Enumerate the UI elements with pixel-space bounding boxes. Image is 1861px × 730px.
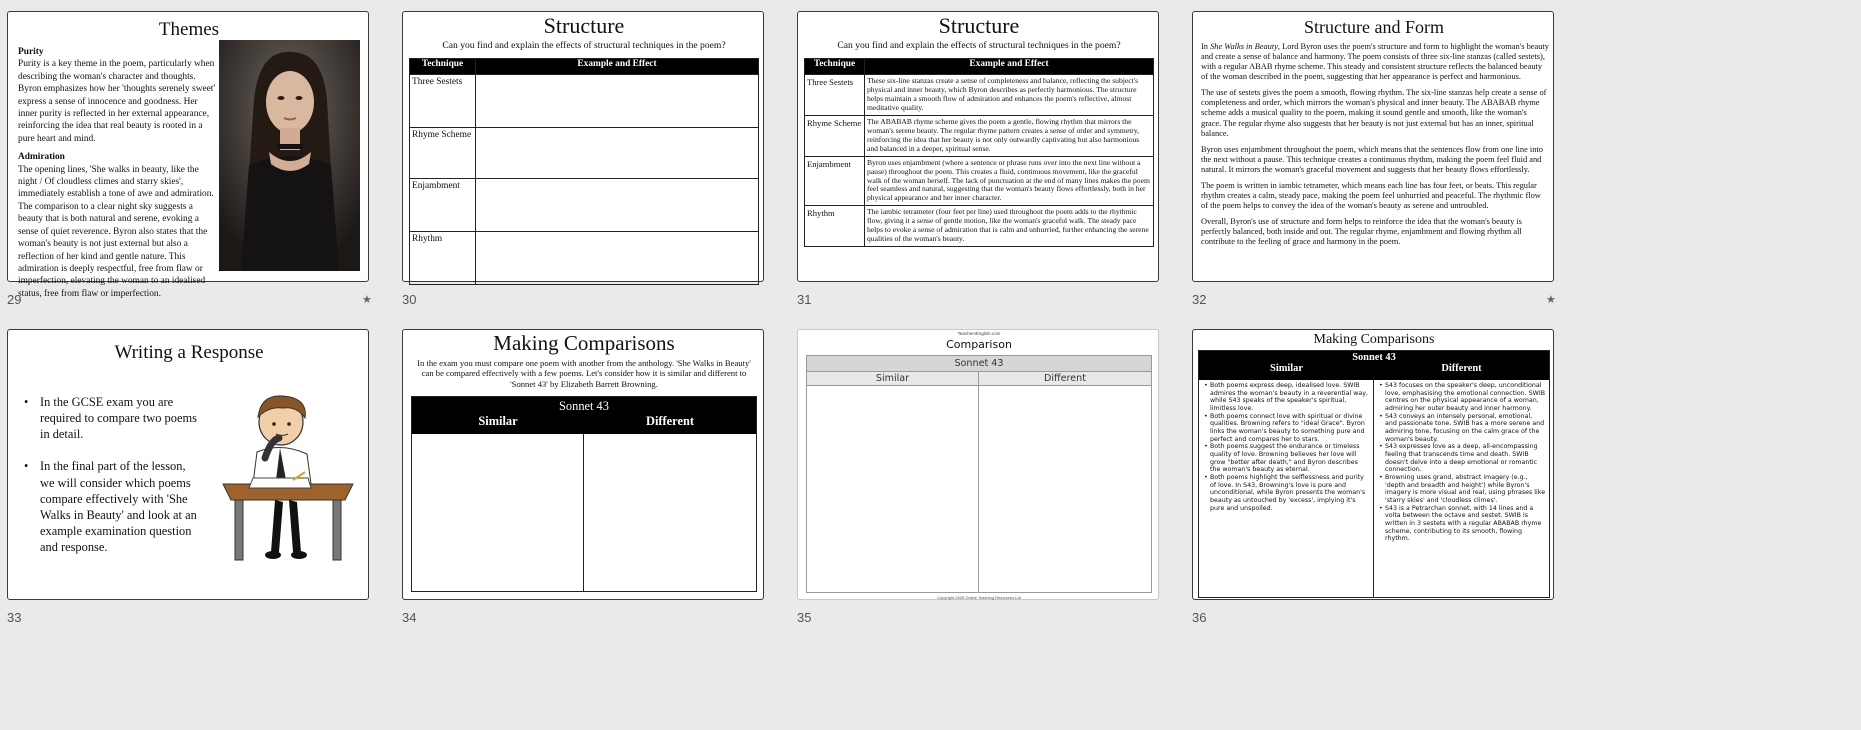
similar-list bbox=[1199, 380, 1374, 598]
list-item: • Both poems highlight the selflessness and purity of love. In S43, Browning's love is pure and unconditional, while Byron presents the woman's beauty as untouched by 'excess', implying it's pure and unspoiled. bbox=[1202, 474, 1370, 512]
list-item: • Both poems connect love with spiritual or divine qualities. Browning refers to "ideal Grace". Byron links the woman's beauty to something pure and perfect and compares her to stars. bbox=[1202, 413, 1370, 444]
different-list bbox=[1374, 380, 1549, 598]
bullet-item: • In the GCSE exam you are required to compare two poems in detail. bbox=[22, 394, 198, 442]
paragraph: In She Walks in Beauty, Lord Byron uses the poem's structure and form to highlight the woman's beauty and create a sense of balance and harmony. The poem consists of three six-line stanzas (called sestets), with a regular ABAB rhyme scheme. This steady and consistent structure reflects the balanced beauty of the woman described in the poem, suggesting that her appearance is perfect and harmonious. bbox=[1201, 42, 1549, 82]
row-label: Rhythm bbox=[410, 232, 476, 285]
paragraph: Byron uses enjambment throughout the poem, which means that the sentences flow from one line into the next without a pause. This technique creates a continuous rhythm, making the poem feel fluid and natural. It mirrors the woman's graceful movement and suggests that her beauty flows effortlessly. bbox=[1201, 144, 1543, 174]
copyright-footer: Copyright 2025 Online Teaching Resources Ltd bbox=[937, 595, 1021, 600]
col-similar: Similar bbox=[807, 372, 979, 385]
effect-cell: The ABABAB rhyme scheme gives the poem a gentle, flowing rhythm that mirrors the woman's serene beauty. The regular rhyme pattern creates a sense of order and symmetry, reinforcing the idea that her beauty is not only outwardly captivating but also harmonious and balanced in a deeper, spiritual sense. bbox=[865, 115, 1154, 156]
slide-number: 30 bbox=[402, 292, 417, 307]
slide-title: Making Comparisons bbox=[493, 331, 675, 355]
slide-title: Structure bbox=[543, 13, 625, 38]
slide-number: 32 bbox=[1192, 292, 1207, 307]
col-different: Different bbox=[1043, 373, 1087, 384]
col-different: Different bbox=[1441, 363, 1482, 374]
different-cell[interactable] bbox=[584, 434, 756, 591]
slide-36[interactable] bbox=[1192, 329, 1554, 600]
col-similar: Similar bbox=[478, 414, 518, 428]
slide-34[interactable] bbox=[402, 329, 764, 600]
student-at-desk-illustration bbox=[213, 392, 363, 567]
slide-number: 34 bbox=[402, 610, 417, 625]
table-header: Sonnet 43 bbox=[1352, 352, 1396, 363]
row-label: Rhyme Scheme bbox=[805, 115, 865, 156]
slide-title: Structure and Form bbox=[1304, 17, 1444, 37]
list-item: • Both poems suggest the endurance or timeless quality of love. Browning believes her love will grow "better after death," and Byron describes the woman's beauty as eternal. bbox=[1202, 443, 1370, 474]
paragraph: The poem is written in iambic tetrameter, which means each line has four feet, or beats. This regular rhythm creates a calm, steady pace, making the poem feel unhurried and peaceful. The rhythmic flow of the poem helps to convey the idea of the woman's beauty as serene and untroubled. bbox=[1201, 180, 1541, 211]
col-technique: Technique bbox=[410, 59, 476, 75]
slide-number: 36 bbox=[1192, 610, 1207, 625]
slide-title: Making Comparisons bbox=[1313, 332, 1435, 347]
list-item: • S43 is a Petrarchan sonnet, with 14 lines and a volta between the octave and sestet. SWIB is written in 3 sestets with a regular ABABAB rhyme scheme, contributing to its smooth, flowing rhythm. bbox=[1377, 505, 1546, 543]
similar-cell[interactable] bbox=[807, 386, 979, 592]
answer-cell[interactable] bbox=[476, 179, 759, 232]
row-label: Rhyme Scheme bbox=[410, 128, 476, 179]
slide-number: 33 bbox=[7, 610, 22, 625]
purity-heading: Purity bbox=[18, 47, 44, 57]
row-label: Three Sestets bbox=[410, 75, 476, 128]
col-similar: Similar bbox=[1270, 363, 1303, 374]
purity-text: Purity is a key theme in the poem, particularly when describing the woman's character and thoughts. Byron emphasizes how her 'thoughts serenely sweet' express a sense of innocence and goodness. Her inner purity is reflected in her external appearance, reinforcing the idea that real beauty is rooted in a pure heart and mind. bbox=[18, 59, 216, 144]
technique-table bbox=[804, 58, 1154, 247]
slide-31[interactable] bbox=[797, 11, 1159, 282]
paragraph: The use of sestets gives the poem a smooth, flowing rhythm. The six-line stanzas help create a sense of completeness and order, which mirrors the woman's physical and inner beauty. The ABABAB rhyme scheme adds a musical quality to the poem, making it sound gentle and smooth, like the woman's grace. The regular rhyme also suggests that her beauty is not just external but has an inner, spiritual balance. bbox=[1201, 88, 1547, 138]
slide-32[interactable] bbox=[1192, 11, 1554, 282]
bullet-item: • In the final part of the lesson, we will consider which poems compare effectively with 'She Walks in Beauty' and look at an example examination question and response. bbox=[22, 458, 198, 555]
col-technique: Technique bbox=[805, 59, 865, 75]
slide-title: Writing a Response bbox=[114, 342, 264, 363]
effect-cell: The iambic tetrameter (four feet per line) used throughout the poem adds to the rhythmic flow, giving it a sense of gentle motion, like the woman's graceful walk. The steady pace helps to evoke a sense of admiration that is calm and unhurried, further enhancing the serene qualities of the woman's beauty. bbox=[865, 206, 1154, 247]
slide-question: Can you find and explain the effects of structural techniques in the poem? bbox=[837, 40, 1121, 51]
similar-cell[interactable] bbox=[412, 434, 584, 591]
slide-number: 29 bbox=[7, 292, 22, 307]
slide-title: Structure bbox=[938, 13, 1020, 38]
slide-35[interactable] bbox=[797, 329, 1159, 600]
answer-cell[interactable] bbox=[476, 128, 759, 179]
row-label: Enjambment bbox=[805, 156, 865, 206]
paragraph: Overall, Byron's use of structure and form helps to reinforce the idea that the woman's beauty is perfectly balanced, both inside and out. The regular rhyme, enjambment and flowing rhythm all contribute to the feeling of grace and harmony in the poem. bbox=[1201, 217, 1522, 247]
table-header: Sonnet 43 bbox=[807, 356, 1151, 372]
admiration-text: The opening lines, 'She walks in beauty, like the night / Of cloudless climes and starry skies', immediately establish a tone of awe and admiration. The comparison to a clear night sky suggests a beauty that is both natural and serene, evoking a sense of quiet reverence. Byron also states that the woman's beauty is not just external but also a reflection of her kind and gentle nature. This admiration is deeply respectful, free from flaw or imperfection, elevating the woman to an idealised status, free from flaw or imperfection. bbox=[18, 164, 214, 299]
star-icon: ★ bbox=[362, 293, 372, 306]
slide-title: Comparison bbox=[946, 338, 1012, 351]
slide-30[interactable] bbox=[402, 11, 764, 282]
star-icon: ★ bbox=[1546, 293, 1556, 306]
row-label: Enjambment bbox=[410, 179, 476, 232]
col-example-effect: Example and Effect bbox=[865, 59, 1154, 75]
row-label: Rhythm bbox=[805, 206, 865, 247]
list-item: • S43 expresses love as a deep, all-encompassing feeling that transcends time and death. SWIB doesn't delve into a deep emotional or romantic connection. bbox=[1377, 443, 1546, 474]
slide-number: 31 bbox=[797, 292, 812, 307]
portrait-image bbox=[219, 40, 360, 271]
answer-cell[interactable] bbox=[476, 232, 759, 285]
slide-29[interactable] bbox=[7, 11, 369, 299]
list-item: • Both poems express deep, idealised love. SWIB admires the woman's beauty in a reverential way, while S43 speaks of the speaker's spiritual, limitless love. bbox=[1202, 382, 1370, 413]
brand-text: TeachersEnglish.com bbox=[957, 331, 1001, 336]
slide-title: Themes bbox=[158, 19, 220, 40]
list-item: • S43 focuses on the speaker's deep, unconditional love, emphasising the emotional connection. SWIB centres on the physical appearance of a woman, admiring her outer beauty and inner harmony. bbox=[1377, 382, 1546, 413]
row-label: Three Sestets bbox=[805, 75, 865, 116]
list-item: • Browning uses grand, abstract imagery (e.g., 'depth and breadth and height') while Byron's imagery is more visual and real, using phrases like 'starry skies' and 'cloudless climes'. bbox=[1377, 474, 1546, 505]
slide-number: 35 bbox=[797, 610, 812, 625]
slide-33[interactable] bbox=[7, 329, 369, 600]
col-example-effect: Example and Effect bbox=[476, 59, 759, 75]
col-different: Different bbox=[646, 414, 694, 428]
slide-question: Can you find and explain the effects of structural techniques in the poem? bbox=[442, 40, 726, 51]
slide-intro: In the exam you must compare one poem with another from the anthology. 'She Walks in Beauty' can be compared effectively with a few poems. Let's consider how it is similar and different to 'Sonnet 43' by Elizabeth Barrett Browning. bbox=[417, 358, 751, 389]
admiration-heading: Admiration bbox=[18, 152, 65, 163]
effect-cell: These six-line stanzas create a sense of completeness and balance, reflecting the subject's physical and inner beauty, which Byron describes as perfectly harmonious. The structure helps maintain a smooth flow of admiration and enhances the poem's reflective, almost meditative quality. bbox=[865, 75, 1154, 116]
different-cell[interactable] bbox=[979, 386, 1151, 592]
answer-cell[interactable] bbox=[476, 75, 759, 128]
effect-cell: Byron uses enjambment (where a sentence or phrase runs over into the next line without a pause) throughout the poem. This creates a fluid, continuous movement, like the graceful walk of the woman herself. The lack of punctuation at the end of many lines makes the poem feel seamless and natural, suggesting that the woman's beauty flows effortlessly, both in her physical appearance and her inner character. bbox=[865, 156, 1154, 206]
list-item: • S43 conveys an intensely personal, emotional, and passionate tone. SWIB has a more serene and admiring tone, focusing on the calm grace of the woman's beauty. bbox=[1377, 413, 1546, 444]
technique-table bbox=[409, 58, 759, 285]
table-header: Sonnet 43 bbox=[559, 399, 609, 413]
